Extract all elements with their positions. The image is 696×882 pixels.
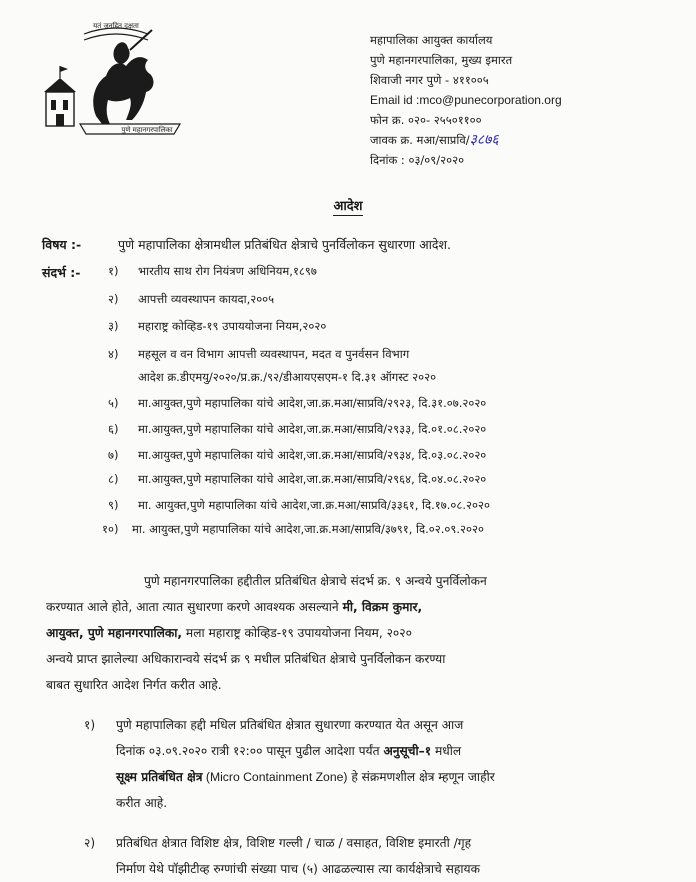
postal-address: शिवाजी नगर पुणे - ४११००५ [370, 73, 489, 87]
reference-item: ९) मा. आयुक्त,पुणे महापालिका यांचे आदेश,जा.क्र.मआ/साप्रवि/३३६१, दि.१७.०८.२०२० [108, 498, 490, 512]
subject-text: पुणे महापालिका क्षेत्रामधील प्रतिबंधित क्षेत्राचे पुनर्विलोकन सुधारणा आदेश. [118, 237, 451, 252]
building-name: पुणे महानगरपालिका, मुख्य इमारत [370, 53, 513, 67]
phone-line: फोन क्र. ०२०- २५५०११०० [370, 113, 482, 127]
equestrian-statue-icon [40, 20, 190, 138]
reference-item: ८) मा.आयुक्त,पुणे महापालिका यांचे आदेश,जा.क्र.मआ/साप्रवि/२९६४, दि.०४.०८.२०२० [108, 472, 487, 486]
emblem-name: पुणे महानगरपालिका [121, 126, 173, 134]
reference-item: १०) मा. आयुक्त,पुणे महापालिका यांचे आदेश,जा.क्र.मआ/साप्रवि/३७९१, दि.०२.०९.२०२० [102, 522, 484, 536]
office-name: महापालिका आयुक्त कार्यालय [370, 33, 493, 47]
reference-item: ७) मा.आयुक्त,पुणे महापालिका यांचे आदेश,जा.क्र.मआ/साप्रवि/२९३४, दि.०३.०८.२०२० [108, 448, 487, 462]
schedule-reference: अनुसूची–१ [383, 744, 432, 758]
reference-item: १) भारतीय साथ रोग नियंत्रण अधिनियम,१८९७ [108, 264, 317, 278]
email-line [370, 90, 690, 110]
reference-item-continuation: आदेश क्र.डीएमयु/२०२०/प्र.क्र./९२/डीआयएसएम-१ दि.३१ ऑगस्ट २०२० [138, 370, 437, 384]
subject-label: विषय :- [42, 237, 82, 252]
order-date: दिनांक : ०३/०९/२०२० [370, 153, 465, 167]
pmc-emblem [40, 20, 190, 138]
reference-item: ६) मा.आयुक्त,पुणे महापालिका यांचे आदेश,जा.क्र.मआ/साप्रवि/२९३३, दि.०१.०८.२०२० [108, 422, 487, 436]
document-title: आदेश [333, 199, 363, 214]
reference-item: ५) मा.आयुक्त,पुणे महापालिका यांचे आदेश,जा.क्र.मआ/साप्रवि/२९२३, दि.३१.०७.२०२० [108, 396, 487, 410]
emblem-motto: यतं जनहित दक्षता [93, 22, 139, 30]
outward-label: जावक क्र. मआ/साप्रवि/ [370, 133, 470, 147]
reference-label: संदर्भ :- [42, 265, 81, 280]
reference-item: ४) महसूल व वन विभाग आपत्ती व्यवस्थापन, मदत व पुनर्वसन विभाग [108, 347, 410, 361]
email-label: Email id : [370, 93, 420, 107]
order-item-1: १) पुणे महापालिका हद्दी मधिल प्रतिबंधित क्षेत्रात सुधारणा करण्यात येत असून आज दिनांक ०३.०९.२०२० रात्री १२:०० पासून पुढील आदेशा पर्यंत अनुसूची–१ मधील सूक्ष्म प्रतिबंधित क्षेत्र (Micro Containment Zone) हे संक्रमणशील क्षेत्र म्हणून जाहीर करीत आहे. [84, 718, 495, 810]
commissioner-name: मी, विक्रम कुमार, [342, 600, 423, 614]
reference-item: ३) महाराष्ट्र कोव्हिड-१९ उपाययोजना नियम,२०२० [108, 319, 327, 333]
order-paragraph: पुणे महानगरपालिका हद्दीतील प्रतिबंधित क्षेत्राचे संदर्भ क्र. ९ अन्वये पुनर्विलोकन करण्यात आले होते, आता त्यात सुधारणा करणे आवश्यक असल्याने मी, विक्रम कुमार, आयुक्त, पुणे महानगरपालिका, मला महाराष्ट्र कोव्हिड-१९ उपाययोजना नियम, २०२० अन्वये प्राप्त झालेल्या अधिकारान्वये संदर्भ क्र ९ मधील प्रतिबंधित क्षेत्राचे पुनर्विलोकन करण्या बाबत सुधारित आदेश निर्गत करीत आहे. [46, 574, 487, 692]
reference-item: २) आपत्ती व्यवस्थापन कायदा,२००५ [108, 292, 275, 306]
commissioner-title: आयुक्त, पुणे महानगरपालिका, [46, 626, 183, 640]
order-item-2: २) प्रतिबंधित क्षेत्रात विशिष्ट क्षेत्र, विशिष्ट गल्ली / चाळ / वसाहत, विशिष्ट इमारती /गृह निर्माण येथे पॉझीटीव्ह रुग्णांची संख्या पाच (५) आढळल्यास त्या कार्यक्षेत्राचे सहायक [84, 836, 480, 876]
outward-number-line [370, 130, 690, 150]
email-address[interactable]: mco@punecorporation.org [419, 93, 562, 107]
letterhead-address [370, 30, 690, 170]
outward-number-handwritten: ३८७६ [469, 132, 499, 148]
micro-containment-term: सूक्ष्म प्रतिबंधित क्षेत्र [116, 770, 203, 784]
